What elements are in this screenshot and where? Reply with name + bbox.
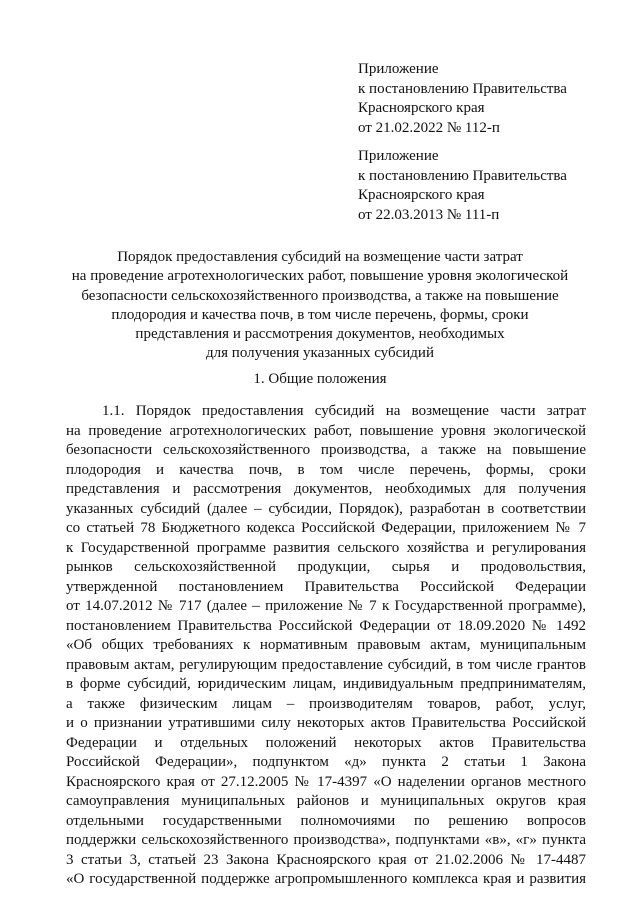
body-line: в форме субсидий, юридическим лицам, индивидуальным предпринимателям, — [66, 676, 586, 692]
body-line: Красноярского края от 27.12.2005 № 17-4397 «О наделении органов местного — [66, 773, 586, 790]
body-line: и о признании утратившими силу некоторых актов Правительства Российской — [66, 715, 586, 731]
body-line: на проведение агротехнологических работ, повышение уровня экологической — [66, 422, 586, 439]
title-line: Порядок предоставления субсидий на возмещение части затрат — [117, 249, 523, 265]
body-line: «О государственной поддержке агропромышленного комплекса края и развития — [66, 871, 586, 887]
body-line: а также физическим лицам – производителям товаров, работ, услуг, — [66, 695, 586, 712]
body-line: рынков сельскохозяйственной продукции, сырья и продовольствия, — [66, 559, 586, 575]
body-line: «Об общих требованиях к нормативным правовым актам, муниципальным — [66, 637, 586, 653]
body-line: указанных субсидий (далее – субсидии, Порядок), разработан в соответствии — [66, 500, 586, 517]
document-title — [40, 248, 600, 364]
appendix-decree-ref: к постановлению Правительства — [358, 167, 567, 184]
body-line: постановлением Правительства Российской Федерации от 18.09.2020 № 1492 — [66, 617, 586, 634]
body-line: утвержденной постановлением Правительства Российской Федерации — [66, 578, 586, 595]
title-line: безопасности сельскохозяйственного производства, а также на повышение — [81, 287, 559, 304]
appendix-date-number: от 22.03.2013 № 111-п — [358, 206, 500, 223]
appendix-decree-ref: к постановлению Правительства — [358, 80, 567, 97]
body-line: 3 статьи 3, статьей 23 Закона Красноярского края от 21.02.2006 № 17-4487 — [66, 851, 586, 868]
body-line: правовым актам, регулирующим предоставление субсидий, в том числе грантов — [66, 656, 586, 673]
title-line: на проведение агротехнологических работ, повышение уровня экологической — [71, 268, 569, 285]
appendix-label: Приложение — [358, 61, 439, 77]
section-heading: 1. Общие положения — [253, 371, 387, 387]
appendix-date-number: от 21.02.2022 № 112-п — [358, 119, 500, 136]
body-paragraph — [66, 402, 586, 890]
body-line: от 14.07.2012 № 717 (далее – приложение № 7 к Государственной программе), — [66, 598, 586, 614]
body-line: самоуправления муниципальных районов и муниципальных округов края — [66, 793, 586, 809]
appendix-header-2022 — [358, 60, 628, 138]
body-line: поддержки сельскохозяйственного производства», подпунктами «в», «г» пункта — [66, 832, 586, 848]
title-line: плодородия и качества почв, в том числе перечень, формы, сроки — [111, 306, 529, 323]
body-line: 1.1. Порядок предоставления субсидий на возмещение части затрат — [102, 403, 586, 419]
appendix-header-2013 — [358, 147, 628, 225]
title-line: представления и рассмотрения документов, необходимых — [135, 326, 505, 343]
appendix-region: Красноярского края — [358, 100, 485, 116]
body-line: безопасности сельскохозяйственного производства, а также на повышение — [66, 442, 586, 458]
body-line: к Государственной программе развития сельского хозяйства и регулирования — [66, 539, 586, 556]
body-line: отдельными государственными полномочиями по решению вопросов — [66, 812, 586, 829]
title-line: для получения указанных субсидий — [206, 345, 434, 362]
appendix-label: Приложение — [358, 148, 439, 164]
body-line: Федерации и отдельных положений некоторых актов Правительства — [66, 734, 586, 751]
body-line: представления и рассмотрения документов, необходимых для получения — [66, 481, 586, 497]
appendix-region: Красноярского края — [358, 187, 485, 203]
body-line: плодородия и качества почв, в том числе перечень, формы, сроки — [66, 461, 586, 478]
body-line: со статьей 78 Бюджетного кодекса Российской Федерации, приложением № 7 — [66, 520, 586, 536]
body-line: Российской Федерации», подпунктом «д» пункта 2 статьи 1 Закона — [66, 754, 586, 770]
